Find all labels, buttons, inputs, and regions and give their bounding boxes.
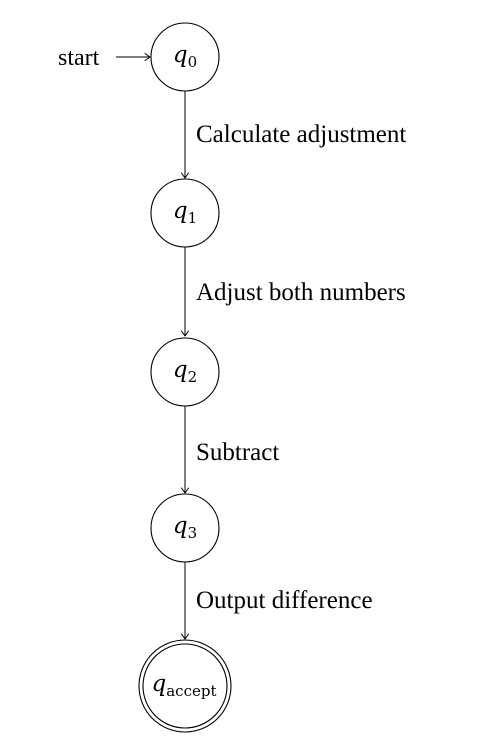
transition-q0-q1: [182, 91, 407, 178]
transition-label: Subtract: [196, 439, 280, 466]
state-label: q1: [172, 198, 198, 227]
start-label: start: [58, 45, 100, 71]
transition-label: Output difference: [196, 587, 373, 614]
transition-label: Adjust both numbers: [196, 279, 406, 306]
state-q2: [151, 338, 219, 406]
transition-q2-q3: [182, 406, 280, 493]
state-qaccept: [139, 640, 231, 732]
state-label: q2: [172, 357, 198, 386]
state-q0: [151, 23, 219, 91]
state-label: q0: [172, 42, 198, 71]
state-q1: [151, 179, 219, 247]
state-label: q3: [172, 513, 198, 542]
state-q3: [151, 494, 219, 562]
transition-label: Calculate adjustment: [196, 121, 407, 148]
transition-q3-qaccept: [182, 562, 373, 639]
transition-q1-q2: [182, 247, 406, 336]
state-label: qaccept: [151, 671, 217, 700]
